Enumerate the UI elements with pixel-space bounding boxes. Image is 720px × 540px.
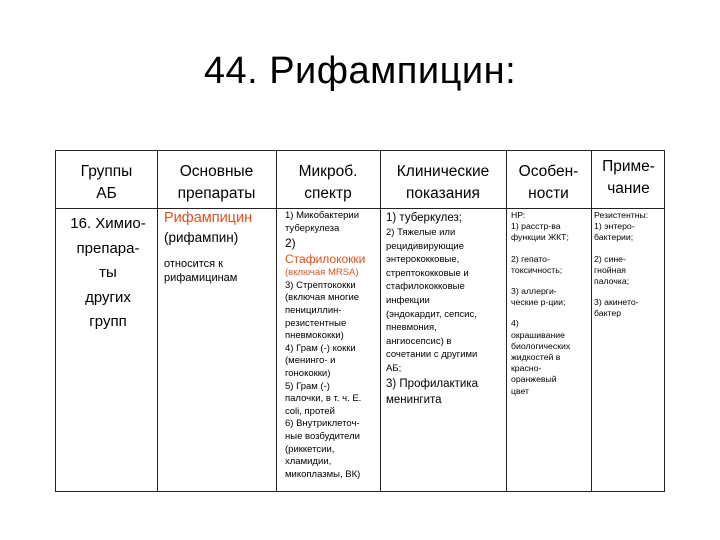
text-line: 3) Стрептококки xyxy=(285,279,356,291)
header-line: Основные xyxy=(179,163,254,180)
text-line: биологических xyxy=(511,340,571,351)
features-cell xyxy=(511,210,589,397)
spectrum-line: 2) xyxy=(285,236,296,251)
drugs-cell xyxy=(164,208,270,285)
header-features xyxy=(506,161,591,205)
header-divider xyxy=(56,208,664,209)
column-divider xyxy=(591,151,592,491)
text-line: 2) сине- xyxy=(594,253,626,264)
text-line: красно- xyxy=(511,363,542,374)
groups-line: ты xyxy=(99,264,117,281)
drug-alt-name: (рифампин) xyxy=(164,230,239,245)
header-line: спектр xyxy=(304,185,352,202)
indications-cell xyxy=(386,210,504,408)
text-line: Резистентны: xyxy=(594,210,649,220)
text-line: гнойная xyxy=(594,264,626,275)
text-line: инфекции xyxy=(386,294,430,306)
spectrum-highlight: (включая MRSA) xyxy=(285,267,359,279)
text-line: 4) xyxy=(511,318,519,329)
spectrum-highlight: Стафилококки xyxy=(285,252,366,267)
text-line: пенициллин- xyxy=(285,304,342,316)
header-line: препараты xyxy=(177,185,256,202)
text-line: энтерококковые, xyxy=(386,254,460,266)
text-line: окрашивание xyxy=(511,329,565,340)
header-spectrum xyxy=(276,161,380,205)
text-line: АБ; xyxy=(386,362,402,374)
text-line: резистентные xyxy=(285,317,347,329)
text-line: 3) акинето- xyxy=(594,297,639,308)
text-line: бактер xyxy=(594,308,622,319)
text-line: (включая многие xyxy=(285,292,360,304)
text-line: (менинго- и xyxy=(285,355,336,367)
text-line: НР: xyxy=(511,210,526,220)
text-line: 2) Тяжелые или xyxy=(386,227,456,238)
spectrum-list xyxy=(285,280,377,482)
text-line: микоплазмы, ВК) xyxy=(285,468,361,480)
notes-block xyxy=(594,210,664,244)
header-line: АБ xyxy=(96,185,117,202)
header-line: ности xyxy=(528,185,569,202)
features-block xyxy=(511,286,589,308)
text-line: 2) гепато- xyxy=(511,253,550,264)
text-line: хламидии, xyxy=(285,456,332,468)
text-line: 5) Грам (-) xyxy=(285,380,330,392)
text-line: 1) расстр-ва xyxy=(511,221,561,232)
notes-cell xyxy=(594,210,664,320)
indication-line: 3) Профилактика xyxy=(386,377,478,390)
header-drugs xyxy=(157,161,276,205)
header-notes xyxy=(591,156,666,200)
text-line: гонококки) xyxy=(285,367,331,379)
text-line: токсичность; xyxy=(511,264,563,275)
indication-list xyxy=(386,226,504,376)
groups-line: препара- xyxy=(76,239,140,257)
page-title: 44. Рифампицин: xyxy=(203,50,517,92)
text-line: палочка; xyxy=(594,276,630,287)
text-line: бактерии; xyxy=(594,232,634,243)
indication-line: менингита xyxy=(386,393,442,406)
text-line: (риккетсии, xyxy=(285,443,335,455)
text-line: стафилококковые xyxy=(386,281,465,293)
text-line: цвет xyxy=(511,385,530,396)
text-line: сочетании с другими xyxy=(386,349,478,361)
header-line: Приме- xyxy=(602,158,655,175)
header-line: показания xyxy=(406,185,480,202)
indication-line: 1) туберкулез; xyxy=(386,212,462,224)
text-line: стрептококковые и xyxy=(386,267,469,279)
drug-note-line: относится к xyxy=(164,258,223,270)
drug-note xyxy=(164,257,270,285)
header-groups xyxy=(56,161,157,205)
text-line: 4) Грам (-) кокки xyxy=(285,342,356,354)
spectrum-cell xyxy=(285,210,377,481)
drug-name: Рифампицин xyxy=(164,210,253,226)
text-line: 1) энтеро- xyxy=(594,221,635,232)
groups-line: других xyxy=(85,288,131,306)
features-block xyxy=(511,318,589,396)
header-line: Группы xyxy=(80,163,133,180)
text-line: ангиосепсис) в xyxy=(386,335,452,347)
notes-block xyxy=(594,254,664,288)
groups-line: групп xyxy=(89,313,127,330)
features-block xyxy=(511,210,589,244)
features-block xyxy=(511,254,589,276)
spectrum-line: 1) Микобактерии xyxy=(285,210,360,221)
text-line: ные возбудители xyxy=(285,430,360,442)
text-line: 3) аллерги- xyxy=(511,286,557,297)
spectrum-line: туберкулеза xyxy=(285,222,340,234)
groups-cell xyxy=(62,212,154,335)
text-line: coli, протей xyxy=(285,405,335,417)
header-line: Особен- xyxy=(518,163,579,180)
text-line: ческие р-ции; xyxy=(511,297,566,308)
header-line: Микроб. xyxy=(298,163,358,180)
text-line: пневмококки) xyxy=(285,330,344,342)
text-line: 6) Внутриклеточ- xyxy=(285,418,360,430)
notes-block xyxy=(594,297,664,319)
text-line: (эндокардит, сепсис, xyxy=(386,308,477,320)
text-line: оранжевый xyxy=(511,374,557,385)
text-line: жидкостей в xyxy=(511,352,561,363)
text-line: палочки, в т. ч. Е. xyxy=(285,393,362,405)
header-indications xyxy=(380,161,506,205)
header-line: Клинические xyxy=(396,163,490,180)
drug-table xyxy=(55,150,665,492)
text-line: функции ЖКТ; xyxy=(511,232,569,243)
groups-line: 16. Химио- xyxy=(70,215,146,232)
text-line: пневмония, xyxy=(386,322,437,334)
header-line: чание xyxy=(607,180,650,197)
text-line: рецидивирующие xyxy=(386,240,464,252)
drug-note-line: рифамицинам xyxy=(164,272,238,284)
